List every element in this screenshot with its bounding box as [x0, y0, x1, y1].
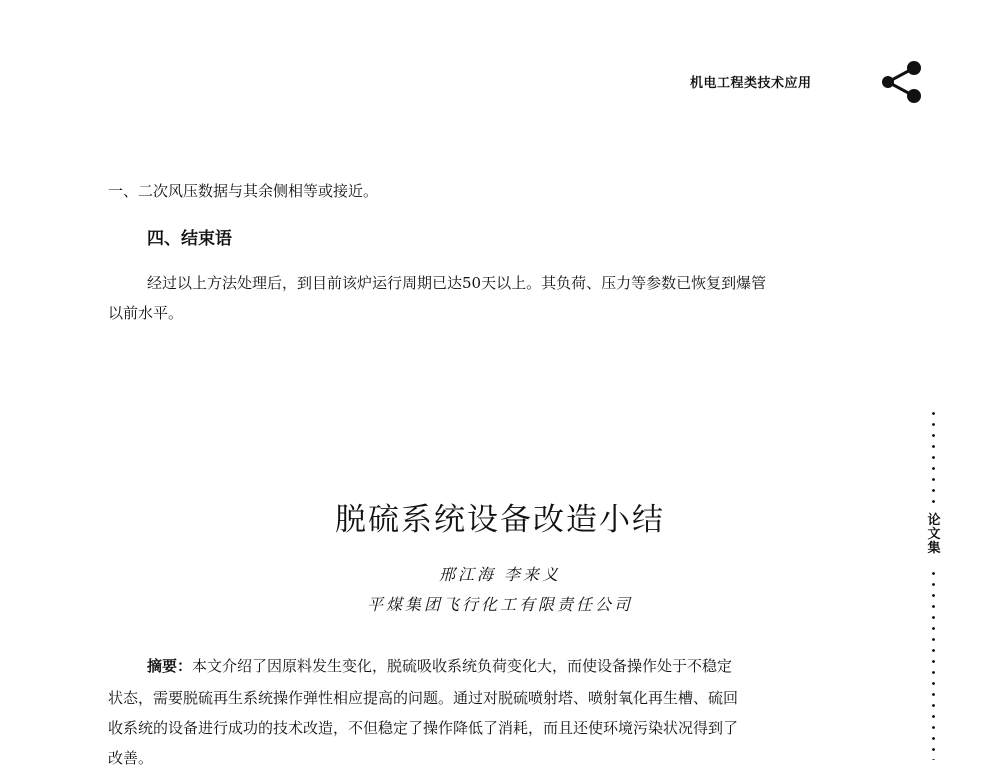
side-rail-char: 集 — [927, 541, 941, 556]
abstract-line-4: 改善。 — [108, 749, 154, 767]
abstract-label: 摘要： — [147, 657, 193, 675]
article-title: 脱硫系统设备改造小结 — [335, 502, 665, 538]
article-affiliation: 平煤集团飞行化工有限责任公司 — [366, 595, 633, 614]
abstract-line-3: 收系统的设备进行成功的技术改造，不但稳定了操作降低了消耗，而且还使环境污染状况得到了 — [108, 719, 739, 737]
side-rail-dots-bottom — [932, 568, 935, 760]
conclusion-paragraph-line-1: 经过以上方法处理后，到目前该炉运行周期已达50天以上。其负荷、压力等参数已恢复到爆管 — [147, 274, 767, 292]
side-rail — [928, 408, 940, 760]
article-authors: 邢江海 李来义 — [438, 565, 562, 584]
abstract-line-2: 状态，需要脱硫再生系统操作弹性相应提高的问题。通过对脱硫喷射塔、喷射氧化再生槽、硫回 — [108, 689, 739, 707]
side-rail-label — [926, 514, 942, 556]
side-rail-char: 文 — [927, 527, 941, 542]
conclusion-paragraph-line-2: 以前水平。 — [108, 304, 184, 322]
side-rail-dots-top — [932, 408, 935, 506]
share-icon — [880, 60, 924, 104]
running-header: 机电工程类技术应用 — [690, 76, 812, 91]
side-rail-char: 论 — [927, 513, 941, 528]
continuation-line: 一、二次风压数据与其余侧相等或接近。 — [108, 182, 379, 200]
abstract-line-1 — [147, 651, 732, 681]
section-heading: 四、结束语 — [147, 229, 232, 249]
abstract-line-1-text: 本文介绍了因原料发生变化，脱硫吸收系统负荷变化大，而使设备操作处于不稳定 — [192, 657, 733, 675]
